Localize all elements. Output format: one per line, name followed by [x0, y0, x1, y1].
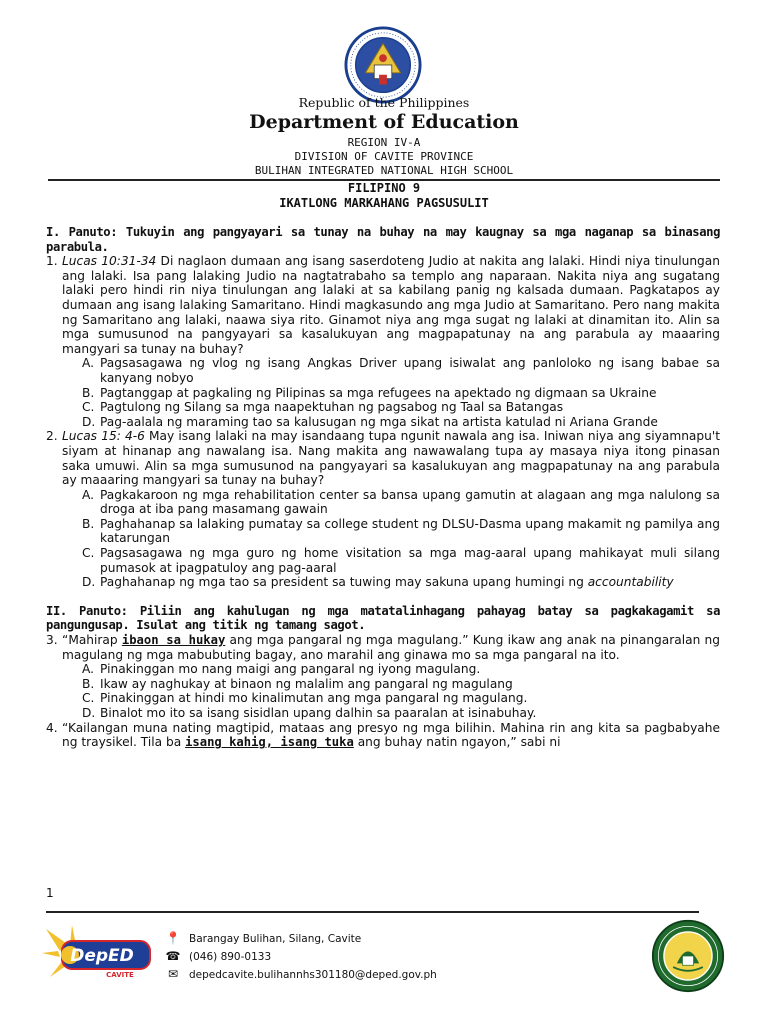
question-text-pre: “Kailangan muna nating magtipid, mataas ang presyo ng mga bilihin. Mahina rin ang kita sa pagbabyahe ng traysikel. Tila ba [62, 720, 720, 750]
choice-letter: B. [82, 676, 95, 691]
location-pin-icon: 📍 [165, 931, 181, 945]
choice-text: Paghahanap sa lalaking pumatay sa college student ng DLSU-Dasma upang makamit ng pamilya ang katarungan [100, 516, 720, 546]
address-line [165, 931, 361, 945]
subject-title: FILIPINO 9 [347, 181, 421, 195]
choice-letter: A. [82, 356, 94, 371]
choice-text: Binalot mo ito sa isang sisidlan upang dalhin sa paaralan at isinabuhay. [100, 706, 537, 720]
choice-2b [46, 517, 720, 546]
page-number: 1 [46, 886, 54, 900]
choice-2c [46, 546, 720, 575]
choice-letter: A. [82, 662, 94, 677]
choice-text: Pagsasagawa ng vlog ng isang Angkas Driver upang isiwalat ang panloloko ng isang babae sa kanyang nobyo [100, 356, 720, 385]
choice-letter: A. [82, 487, 94, 502]
logo-subtext: CAVITE [106, 971, 134, 979]
choice-2d [46, 575, 720, 590]
figurative-phrase: ibaon sa hukay [121, 633, 226, 648]
part1-instruction: I. Panuto: Tukuyin ang pangyayari sa tunay na buhay na may kaugnay sa mga naganap sa binasang parabula. [46, 225, 720, 254]
question-text-pre: “Mahirap [62, 633, 122, 648]
exam-title: IKATLONG MARKAHANG PAGSUSULIT [279, 196, 489, 210]
question-text: Di naglaon dumaan ang isang saserdoteng Judio at nakita ang lalaki. Hindi niya tinulungan ang lalaki. Isa pang lalaking Judio na nagtatrabaho sa templo ang naparaan. Nakita niya ang sugatang lalaki pero hindi rin niya tinulungan ang lalaki at sa kabilang panig ng kalsada dumaan. Pagkatapos ay dumaan ang isang lalaking Samaritano. Hindi magkasundo ang mga Judio at Samaritano. Pero nang makita ng Samaritano ang lalaki, naawa siya rito. Ginamot niya ang mga sugat ng lalaki at dinamitan ito. Alin sa mga sumusunod na pangyayari sa kasalukuyan ang magpapatunay na ang parabula ay maaaring mangyari sa tunay na buhay? [62, 254, 720, 356]
choice-text: Paghahanap ng mga tao sa president sa tuwing may sakuna upang humingi ng [100, 575, 588, 590]
choice-1c [46, 400, 720, 415]
choice-1d [46, 415, 720, 430]
figurative-phrase: isang kahig, isang tuka [185, 735, 354, 750]
question-4 [46, 721, 720, 750]
school-seal-icon [651, 919, 725, 993]
email-line[interactable] [165, 967, 437, 981]
phone-line [165, 949, 271, 963]
choice-text: Pagsasagawa ng mga guro ng home visitation sa mga mag-aaral upang mahikayat muli silang pumasok at ipagpatuloy ang pag-aaral [100, 546, 720, 575]
republic-heading: Republic of the Philippines [298, 95, 470, 110]
choice-3a [46, 662, 720, 677]
choice-letter: C. [82, 400, 95, 415]
choice-letter: D. [82, 706, 96, 720]
choice-text: Ikaw ay naghukay at binaon ng malalim ang pangaral ng magulang [100, 676, 513, 691]
choice-letter: C. [82, 546, 95, 561]
address-text: Barangay Bulihan, Silang, Cavite [189, 933, 362, 945]
choice-3c [46, 691, 720, 706]
question-text-post: ang buhay natin ngayon,” sabi ni [353, 735, 561, 750]
question-number: 1. [46, 254, 58, 269]
phone-text: (046) 890-0133 [189, 951, 272, 963]
choice-letter: B. [82, 516, 95, 531]
telephone-icon: ☎ [165, 949, 181, 963]
choice-letter: D. [82, 575, 96, 590]
choice-1b [46, 386, 720, 401]
choice-1a [46, 356, 720, 385]
region-line: REGION IV-A [347, 136, 421, 149]
question-1 [46, 254, 720, 356]
choice-letter: D. [82, 414, 96, 429]
part2-instruction: II. Panuto: Piliin ang kahulugan ng mga matatalinhagang pahayag batay sa pagkakagamit sa pangungusap. Isulat ang titik ng tamang sagot. [46, 603, 720, 633]
deped-seal-icon [344, 26, 422, 104]
choice-letter: C. [82, 691, 95, 706]
envelope-icon: ✉ [167, 967, 179, 981]
choice-text: Pagtulong ng Silang sa mga naapektuhan ng pagsabog ng Taal sa Batangas [100, 400, 564, 415]
choice-3b [46, 677, 720, 692]
question-number: 2. [46, 429, 58, 444]
choice-text: Pag-aalala ng maraming tao sa kalusugan ng mga sikat na artista katulad ni Ariana Grande [100, 414, 658, 429]
department-heading: Department of Education [249, 111, 519, 133]
choice-2a [46, 488, 720, 517]
question-number: 3. [46, 633, 58, 648]
section-gap [46, 590, 720, 604]
choice-letter: B. [82, 385, 95, 400]
email-link[interactable]: depedcavite.bulihannhs301180@deped.gov.ph [189, 969, 437, 981]
school-line: BULIHAN INTEGRATED NATIONAL HIGH SCHOOL [254, 164, 514, 177]
bible-reference: Lucas 10:31-34 [62, 254, 157, 269]
logo-wordmark: DepED [70, 946, 134, 966]
choice-text: Pinakinggan mo nang maigi ang pangaral ng iyong magulang. [100, 662, 481, 677]
choice-3d [46, 706, 720, 721]
division-line: DIVISION OF CAVITE PROVINCE [294, 150, 474, 163]
question-number: 4. [46, 720, 58, 735]
bible-reference: Lucas 15: 4-6 [62, 429, 145, 444]
choice-text: Pagtanggap at pagkaling ng Pilipinas sa mga refugees na apektado ng digmaan sa Ukraine [100, 385, 657, 400]
footer-divider [46, 911, 699, 913]
question-2 [46, 429, 720, 487]
choice-italic-term: accountability [587, 575, 674, 590]
question-3 [46, 633, 720, 662]
exam-content [46, 225, 720, 750]
question-text-post: ang mga pangaral ng mga magulang.” Kung ikaw ang anak na pinangaralan ng magulang ng mga mabubuting bagay, ano marahil ang ginawa mo sa mga pangaral na ito. [62, 633, 721, 662]
choice-text: Pagkakaroon ng mga rehabilitation center sa bansa upang gamutin at alagaan ang mga nalulong sa droga at iba pang masamang gawain [100, 487, 720, 517]
deped-cavite-logo [40, 921, 160, 981]
question-text: May isang lalaki na may isandaang tupa ngunit nawala ang isa. Iniwan niya ang siyamnapu't siyam at hinanap ang nawalang isa. Nang makita ang nawawalang tupa ay masaya niya itong pinasan saka umuwi. Alin sa mga sumusunod na pangyayari sa kasalukuyan ang magpapatunay na ang parabula ay maaaring mangyari sa tunay na buhay? [62, 429, 720, 488]
choice-text: Pinakinggan at hindi mo kinalimutan ang mga pangaral ng magulang. [100, 691, 528, 706]
